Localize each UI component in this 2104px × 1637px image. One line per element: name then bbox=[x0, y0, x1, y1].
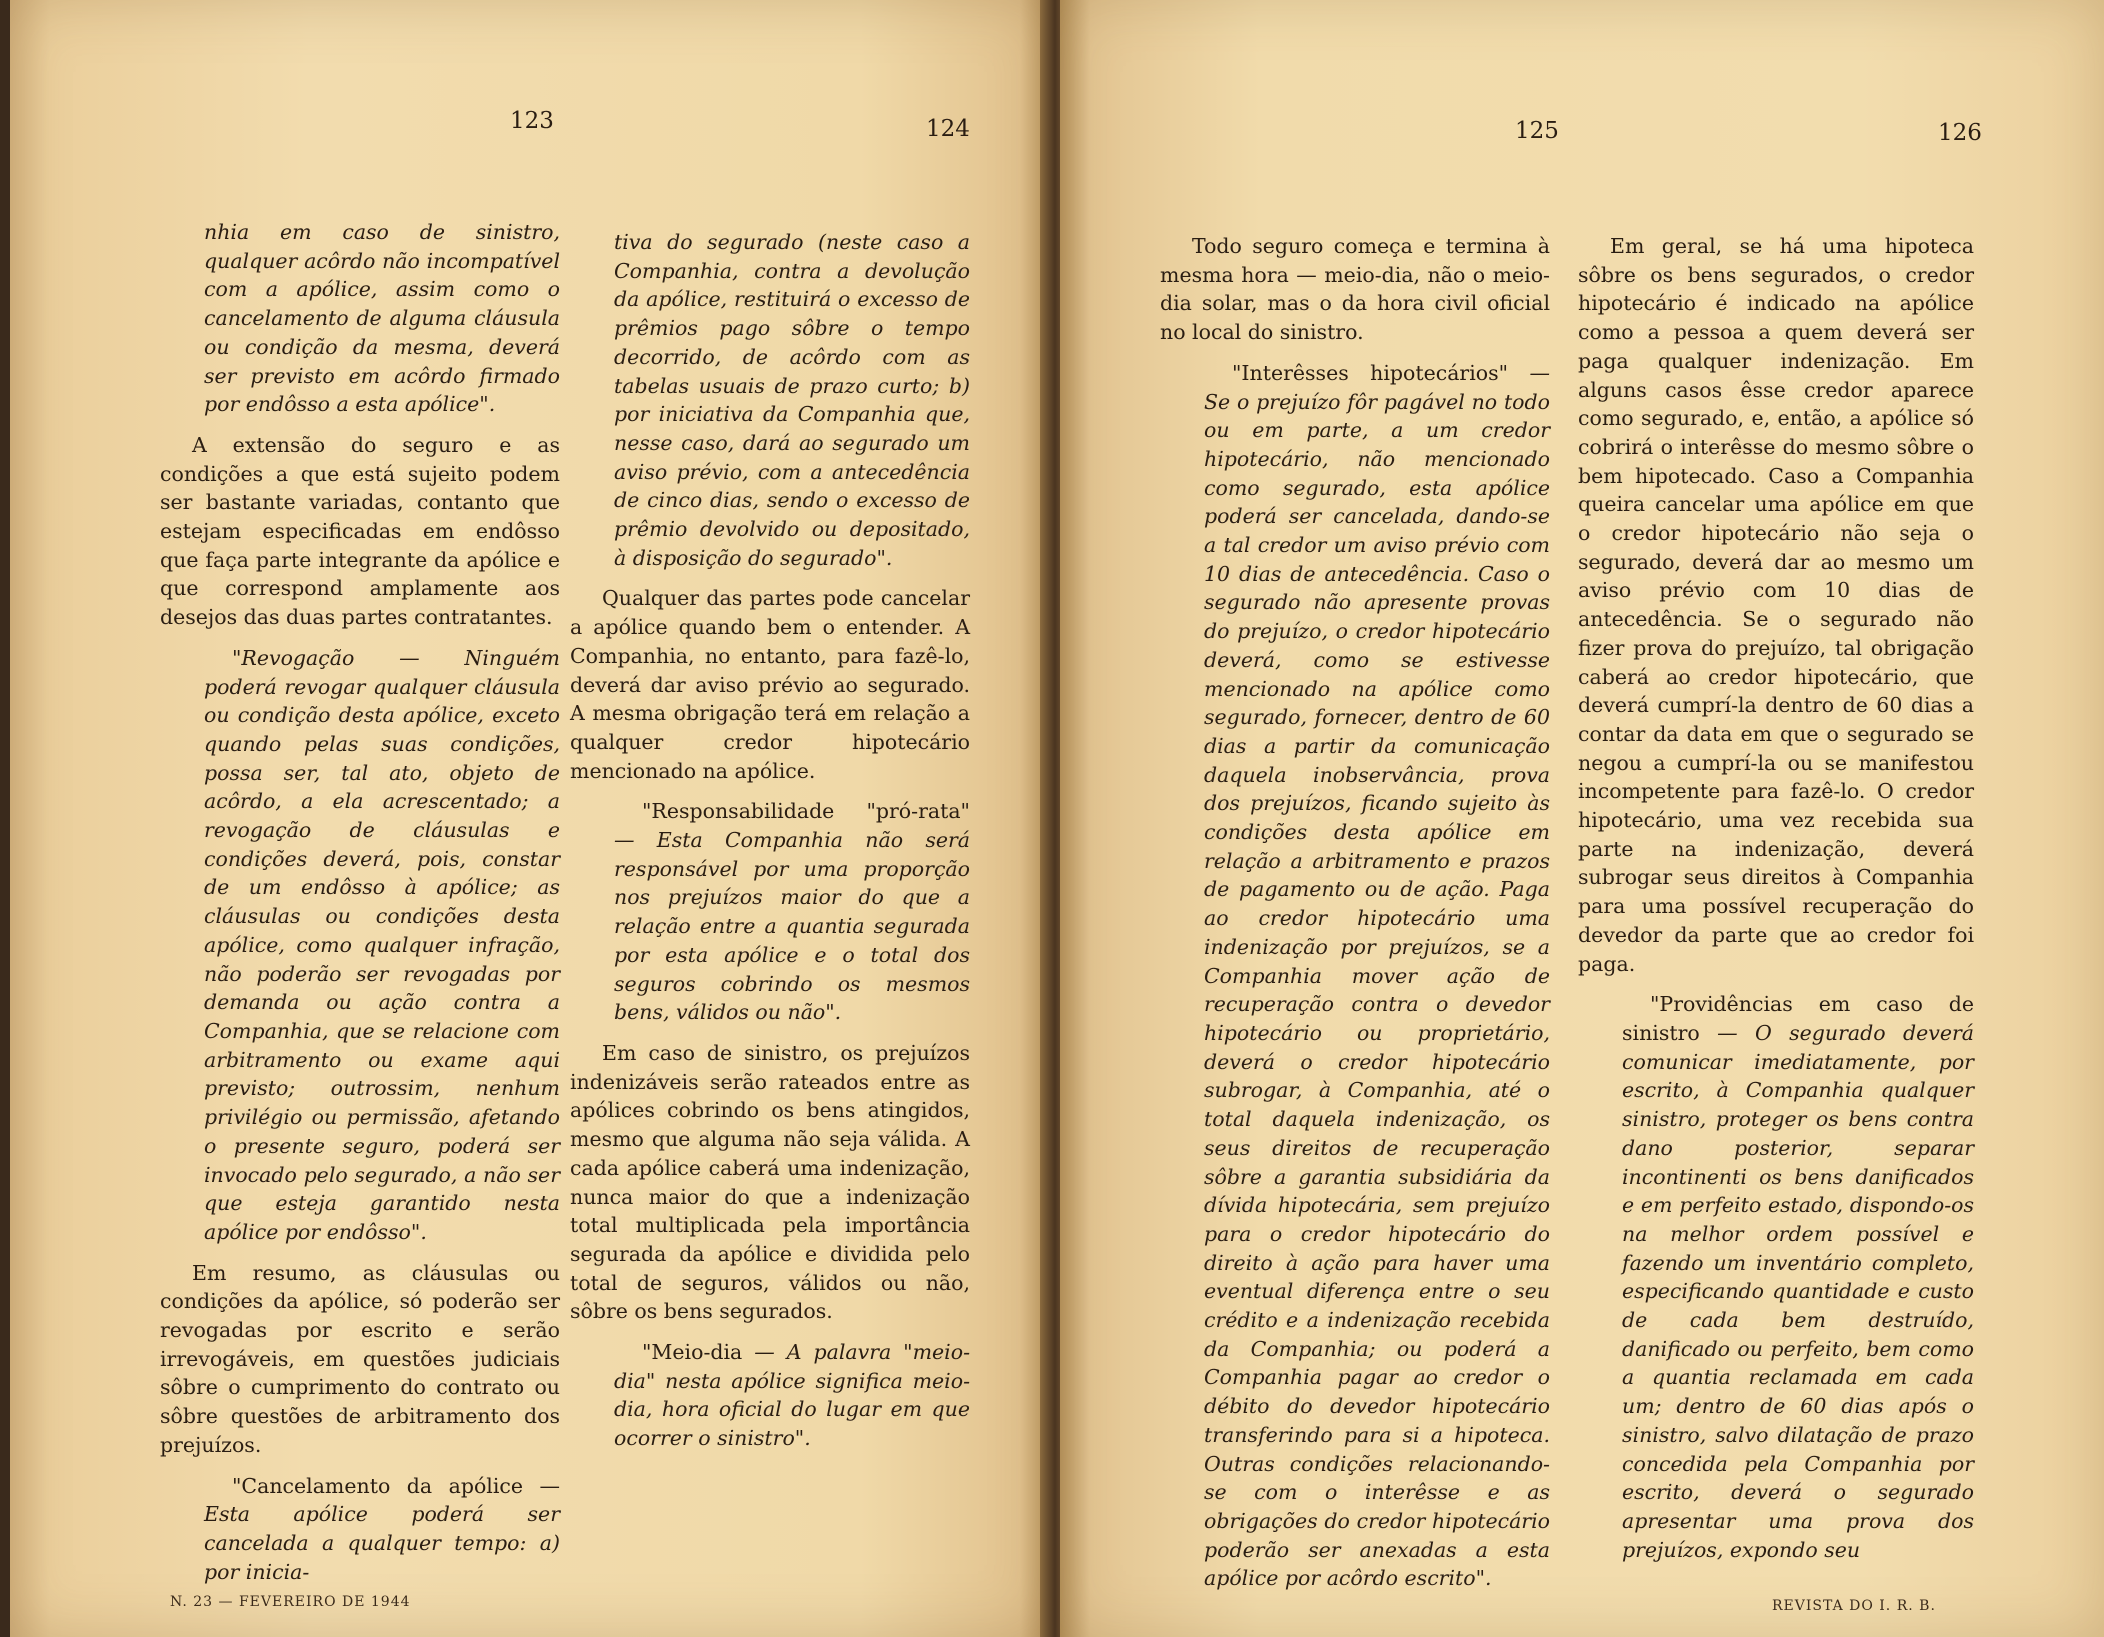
right-page bbox=[1060, 0, 2104, 1637]
page-number-125: 125 bbox=[1515, 118, 1559, 144]
paragraph: Em caso de sinistro, os prejuízos indenizáveis serão rateados entre as apólices cobrindo os bens atingidos, mesmo que alguma não seja válida. A cada apólice caberá uma indenização, nunca maior do que a indenização total multiplicada pela importância segurada da apólice e dividida pelo total de seguros, válidos ou não, sôbre os bens segurados. bbox=[570, 1040, 970, 1324]
column-page-125 bbox=[1160, 232, 1550, 1605]
paragraph: Em geral, se há uma hipoteca sôbre os bens segurados, o credor hipotecário é indicado na apólice como a pessoa a quem deverá ser paga qualquer indenização. Em alguns casos êsse credor aparece como segurado, e, então, a apólice só cobrirá o interêsse do mesmo sôbre o bem hipotecado. Caso a Companhia queira cancelar uma apólice em que o credor hipotecário não seja o segurado, deverá dar ao mesmo um aviso prévio com 10 dias de antecedência. Se o segurado não fizer prova do prejuízo, tal obrigação caberá ao credor hipotecário, que deverá cumprí-la dentro de 60 dias a contar da data em que o segurado se negou a cumprí-la ou se manifestou incompetente para fazê-lo. O credor hipotecário, uma vez recebida sua parte na indenização, deverá subrogar seus direitos à Companhia para uma possível recuperação do devedor da parte que ao credor foi paga. bbox=[1578, 234, 1974, 976]
footer-journal: REVISTA DO I. R. B. bbox=[1772, 1598, 1936, 1614]
paragraph-providencias: "Providências em caso de sinistro — O segurado deverá comunicar imediatamente, por escrito, à Companhia qualquer sinistro, proteger os bens contra dano posterior, separar incontinenti os bens danificados e em perfeito estado, dispondo-os na melhor ordem possível e fazendo um inventário completo, especificando quantidade e custo de cada bem destruído, danificado ou perfeito, bem como a quantia reclamada em cada um; dentro de 60 dias após o sinistro, salvo dilatação de prazo concedida pela Companhia por escrito, deverá o segurado apresentar uma prova dos prejuízos, expondo seu bbox=[1622, 992, 1974, 1562]
column-page-124 bbox=[570, 228, 970, 1465]
column-page-126 bbox=[1578, 232, 1974, 1576]
left-page bbox=[10, 0, 1050, 1637]
page-number-124: 124 bbox=[926, 116, 970, 142]
page-number-126: 126 bbox=[1938, 120, 1982, 146]
paragraph: nhia em caso de sinistro, qualquer acôrdo não incompatível com a apólice, assim como o cancelamento de alguma cláusula ou condição da mesma, deverá ser previsto em acôrdo firmado por endôsso a esta apólice". bbox=[204, 220, 560, 417]
footer-issue: N. 23 — FEVEREIRO DE 1944 bbox=[170, 1594, 411, 1610]
paragraph: Em resumo, as cláusulas ou condições da apólice, só poderão ser revogadas por escrito e serão irrevogáveis, em questões judiciais sôbre o cumprimento do contrato ou sôbre questões de arbitramento dos prejuízos. bbox=[160, 1260, 560, 1457]
paragraph-meio-dia: "Meio-dia — A palavra "meio-dia" nesta apólice significa meio-dia, hora oficial do lugar em que ocorrer o sinistro". bbox=[614, 1340, 971, 1451]
paragraph: A extensão do seguro e as condições a que está sujeito podem ser bastante variadas, contanto que estejam especificadas em endôsso que faça parte integrante da apólice e que correspond amplamente aos desejos das duas partes contratantes. bbox=[160, 432, 560, 630]
page-number-123: 123 bbox=[510, 108, 554, 134]
column-page-123 bbox=[160, 218, 560, 1598]
paragraph: Qualquer das partes pode cancelar a apólice quando bem o entender. A Companhia, no entanto, para fazê-lo, deverá dar aviso prévio ao segurado. A mesma obrigação terá em relação a qualquer credor hipotecário mencionado na apólice. bbox=[570, 586, 970, 783]
paragraph-cancelamento: "Cancelamento da apólice — Esta apólice poderá ser cancelada a qualquer tempo: a) por inicia- bbox=[204, 1473, 560, 1584]
paragraph: tiva do segurado (neste caso a Companhia, contra a devolução da apólice, restituirá o excesso de prêmios pago sôbre o tempo decorrido, de acôrdo com as tabelas usuais de prazo curto; b) por iniciativa da Companhia que, nesse caso, dará ao segurado um aviso prévio, com a antecedência de cinco dias, sendo o excesso de prêmio devolvido ou depositado, à disposição do segurado". bbox=[614, 230, 970, 570]
paragraph-pro-rata: "Responsabilidade "pró-rata" — Esta Companhia não será responsável por uma proporção nos prejuízos maior do que a relação entre a quantia segurada por esta apólice e o total dos seguros cobrindo os mesmos bens, válidos ou não". bbox=[614, 799, 970, 1025]
paragraph-interesses: "Interêsses hipotecários" — Se o prejuízo fôr pagável no todo ou em parte, a um credor hipotecário, não mencionado como segurado, esta apólice poderá ser cancelada, dando-se a tal credor um aviso prévio com 10 dias de antecedência. Caso o segurado não apresente provas do prejuízo, o credor hipotecário deverá, como se estivesse mencionado na apólice como segurado, fornecer, dentro de 60 dias a partir da comunicação daquela inobservância, prova dos prejuízos, ficando sujeito às condições desta apólice em relação a arbitramento e prazos de pagamento ou de ação. Paga ao credor hipotecário uma indenização por prejuízos, se a Companhia mover ação de recuperação contra o devedor hipotecário ou proprietário, deverá o credor hipotecário subrogar, à Companhia, até o total daquela indenização, os seus direitos de recuperação sôbre a garantia subsidiária da dívida hipotecária, sem prejuízo para o credor hipotecário do direito à ação para haver uma eventual diferença entre o seu crédito e a indenização recebida da Companhia; ou poderá a Companhia pagar ao credor o débito do devedor hipotecário transferindo para si a hipoteca. Outras condições relacionando-se com o interêsse e as obrigações do credor hipotecário poderão ser anexadas a esta apólice por acôrdo escrito". bbox=[1204, 360, 1550, 1591]
paragraph-revogacao: "Revogação — Ninguém poderá revogar qualquer cláusula ou condição desta apólice, exceto quando pelas suas condições, possa ser, tal ato, objeto de acôrdo, a ela acrescentado; a revogação de cláusulas e condições deverá, pois, constar de um endôsso à apólice; as cláusulas ou condições desta apólice, como qualquer infração, não poderão ser revogadas por demanda ou ação contra a Companhia, que se relacione com arbitramento ou exame aqui previsto; outrossim, nenhum privilégio ou permissão, afetando o presente seguro, poderá ser invocado pelo segurado, a não ser que esteja garantido nesta apólice por endôsso". bbox=[204, 645, 560, 1244]
paragraph: Todo seguro começa e termina à mesma hora — meio-dia, não o meio-dia solar, mas o da hora civil oficial no local do sinistro. bbox=[1160, 234, 1550, 345]
